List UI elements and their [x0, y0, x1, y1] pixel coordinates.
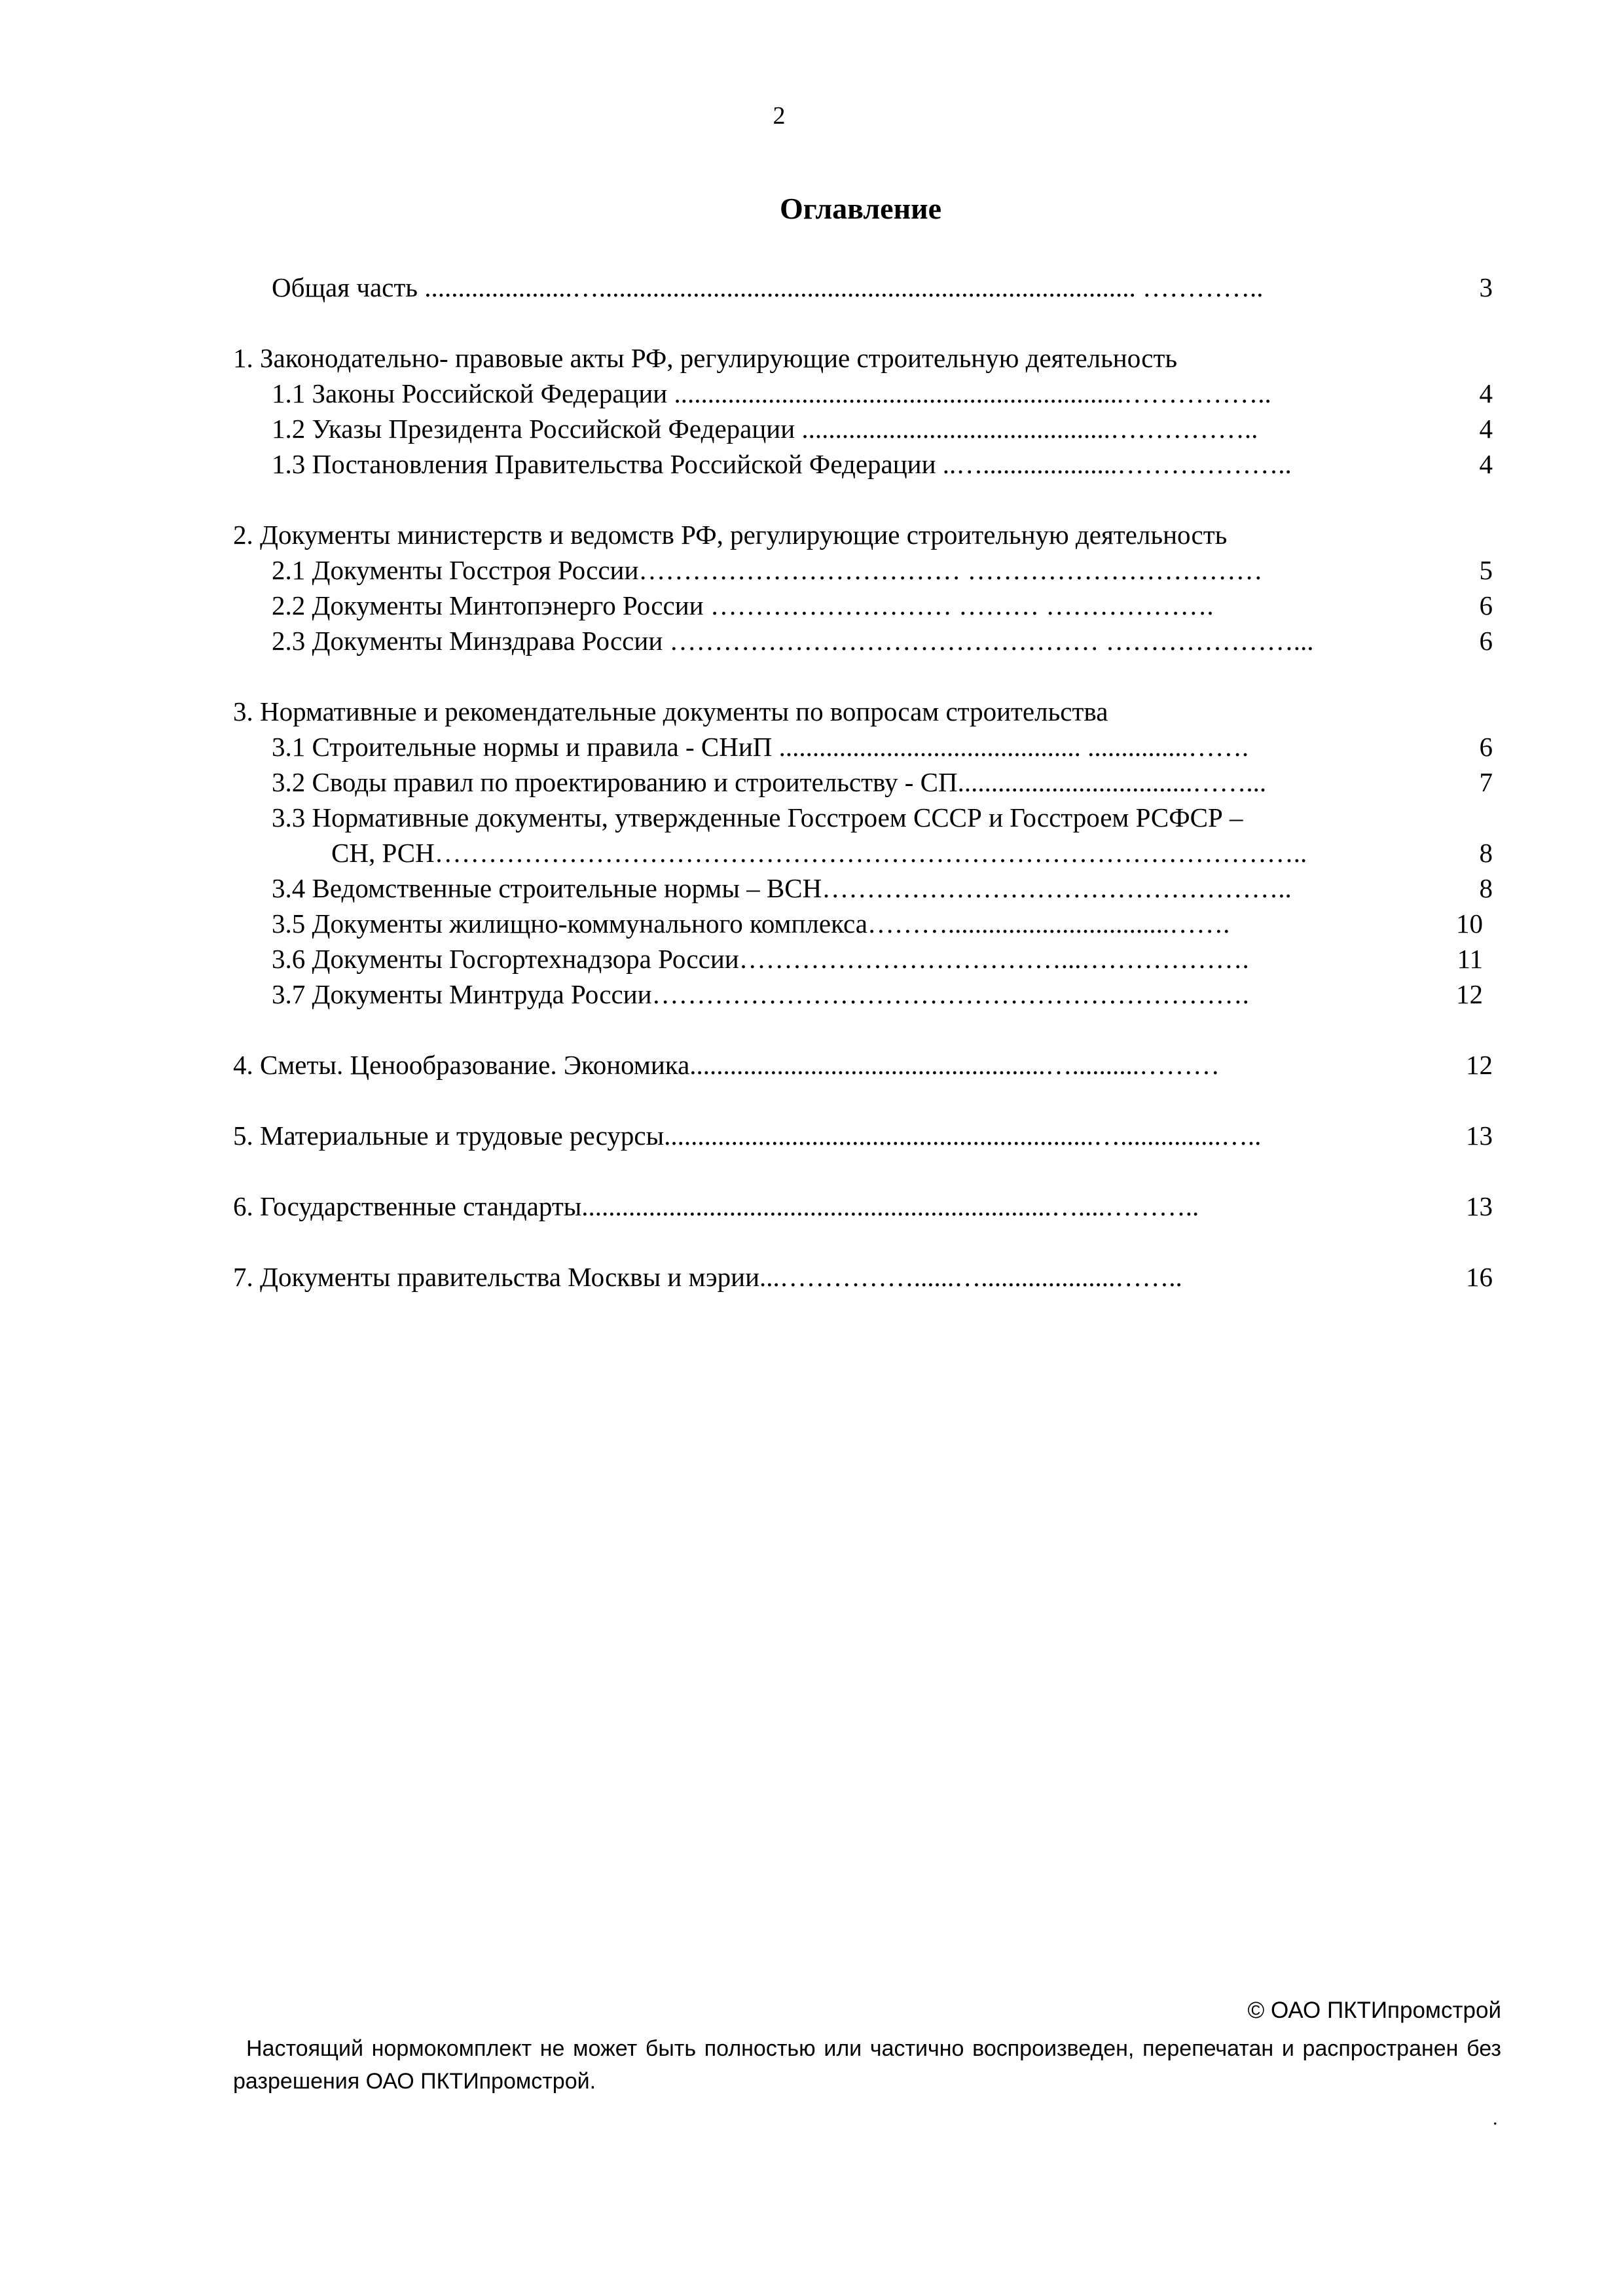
toc-entry-3-1[interactable]: 3.1 Строительные нормы и правила - СНиП ............................................. ...............…….	[272, 732, 1249, 762]
toc-page-number: 11	[1457, 944, 1483, 974]
toc-page-number: 12	[1466, 1050, 1493, 1080]
toc-entry-1-2[interactable]: 1.2 Указы Президента Российской Федерации ..............................................……………..	[272, 414, 1258, 444]
toc-entry-3-6[interactable]: 3.6 Документы Госгортехнадзора России………………………………...……………….	[272, 944, 1249, 974]
toc-entry-general[interactable]: Общая часть ......................…................................................................................ …………..	[272, 272, 1264, 302]
toc-page-number: 8	[1479, 838, 1493, 868]
toc-entry-2-3[interactable]: 2.3 Документы Минздрава России ………………………………………… …………………...	[272, 626, 1314, 656]
toc-page-number: 7	[1479, 767, 1493, 797]
toc-entry-3-7[interactable]: 3.7 Документы Минтруда России………………………………………………………….	[272, 979, 1249, 1009]
toc-page-number: 6	[1479, 590, 1493, 620]
toc-page-number: 13	[1466, 1191, 1493, 1221]
toc-entry-3-5[interactable]: 3.5 Документы жилищно-коммунального комплекса……….................................…….	[272, 908, 1230, 939]
toc-page-number: 8	[1479, 873, 1493, 903]
toc-page-number: 13	[1466, 1121, 1493, 1151]
toc-entry-3-2[interactable]: 3.2 Своды правил по проектированию и строительству - СП...................................……...	[272, 767, 1267, 797]
toc-entry-2-1[interactable]: 2.1 Документы Госстроя России……………………………… ……………………………	[272, 555, 1263, 585]
toc-page-number: 4	[1479, 378, 1493, 408]
toc-entry-3-3-cont[interactable]: СН, РСН……………………………………………………………………………………..	[331, 838, 1307, 868]
copyright-notice: © ОАО ПКТИпромстрой	[1247, 1998, 1501, 2023]
toc-entry-3-3[interactable]: 3.3 Нормативные документы, утвержденные Госстроем СССР и Госстроем РСФСР –	[272, 802, 1243, 833]
page-title: Оглавление	[779, 192, 942, 225]
toc-section-6[interactable]: 6. Государственные стандарты......................................................................…....………..	[233, 1191, 1199, 1221]
toc-entry-2-2[interactable]: 2.2 Документы Минтопэнерго России ……………………… ……… ……………….	[272, 590, 1214, 620]
toc-entry-1-3[interactable]: 1.3 Постановления Правительства Российской Федерации ..…....................………………..	[272, 449, 1292, 479]
toc-entry-3-4[interactable]: 3.4 Ведомственные строительные нормы – ВСН……………………………………………..	[272, 873, 1292, 903]
toc-page-number: 12	[1456, 979, 1483, 1009]
footer-dot: .	[1493, 2108, 1498, 2129]
toc-page-number: 10	[1456, 908, 1483, 939]
toc-section-1[interactable]: 1. Законодательно- правовые акты РФ, регулирующие строительную деятельность	[233, 343, 1178, 373]
toc-entry-1-1[interactable]: 1.1 Законы Российской Федерации ...................................................................……………..	[272, 378, 1271, 408]
page-number: 2	[773, 102, 786, 130]
toc-section-3[interactable]: 3. Нормативные и рекомендательные документы по вопросам строительства	[233, 696, 1108, 726]
toc-section-7[interactable]: 7. Документы правительства Москвы и мэрии...……………......…....................……..	[233, 1262, 1182, 1292]
toc-page-number: 6	[1479, 626, 1493, 656]
toc-page-number: 6	[1479, 732, 1493, 762]
toc-page-number: 3	[1479, 272, 1493, 302]
toc-page-number: 4	[1479, 414, 1493, 444]
toc-page-number: 16	[1466, 1262, 1493, 1292]
toc-page-number: 5	[1479, 555, 1493, 585]
toc-section-2[interactable]: 2. Документы министерств и ведомств РФ, регулирующие строительную деятельность	[233, 520, 1228, 550]
toc-page-number: 4	[1479, 449, 1493, 479]
toc-section-5[interactable]: 5. Материальные и трудовые ресурсы................................................................…...............…..	[233, 1121, 1262, 1151]
toc-section-4[interactable]: 4. Сметы. Ценообразование. Экономика.....................................................…..........………	[233, 1050, 1220, 1080]
reproduction-notice: Настоящий нормокомплект не может быть полностью или частично воспроизведен, перепечатан и распространен без разрешения ОАО ПКТИпромстрой.	[233, 2036, 1501, 2094]
